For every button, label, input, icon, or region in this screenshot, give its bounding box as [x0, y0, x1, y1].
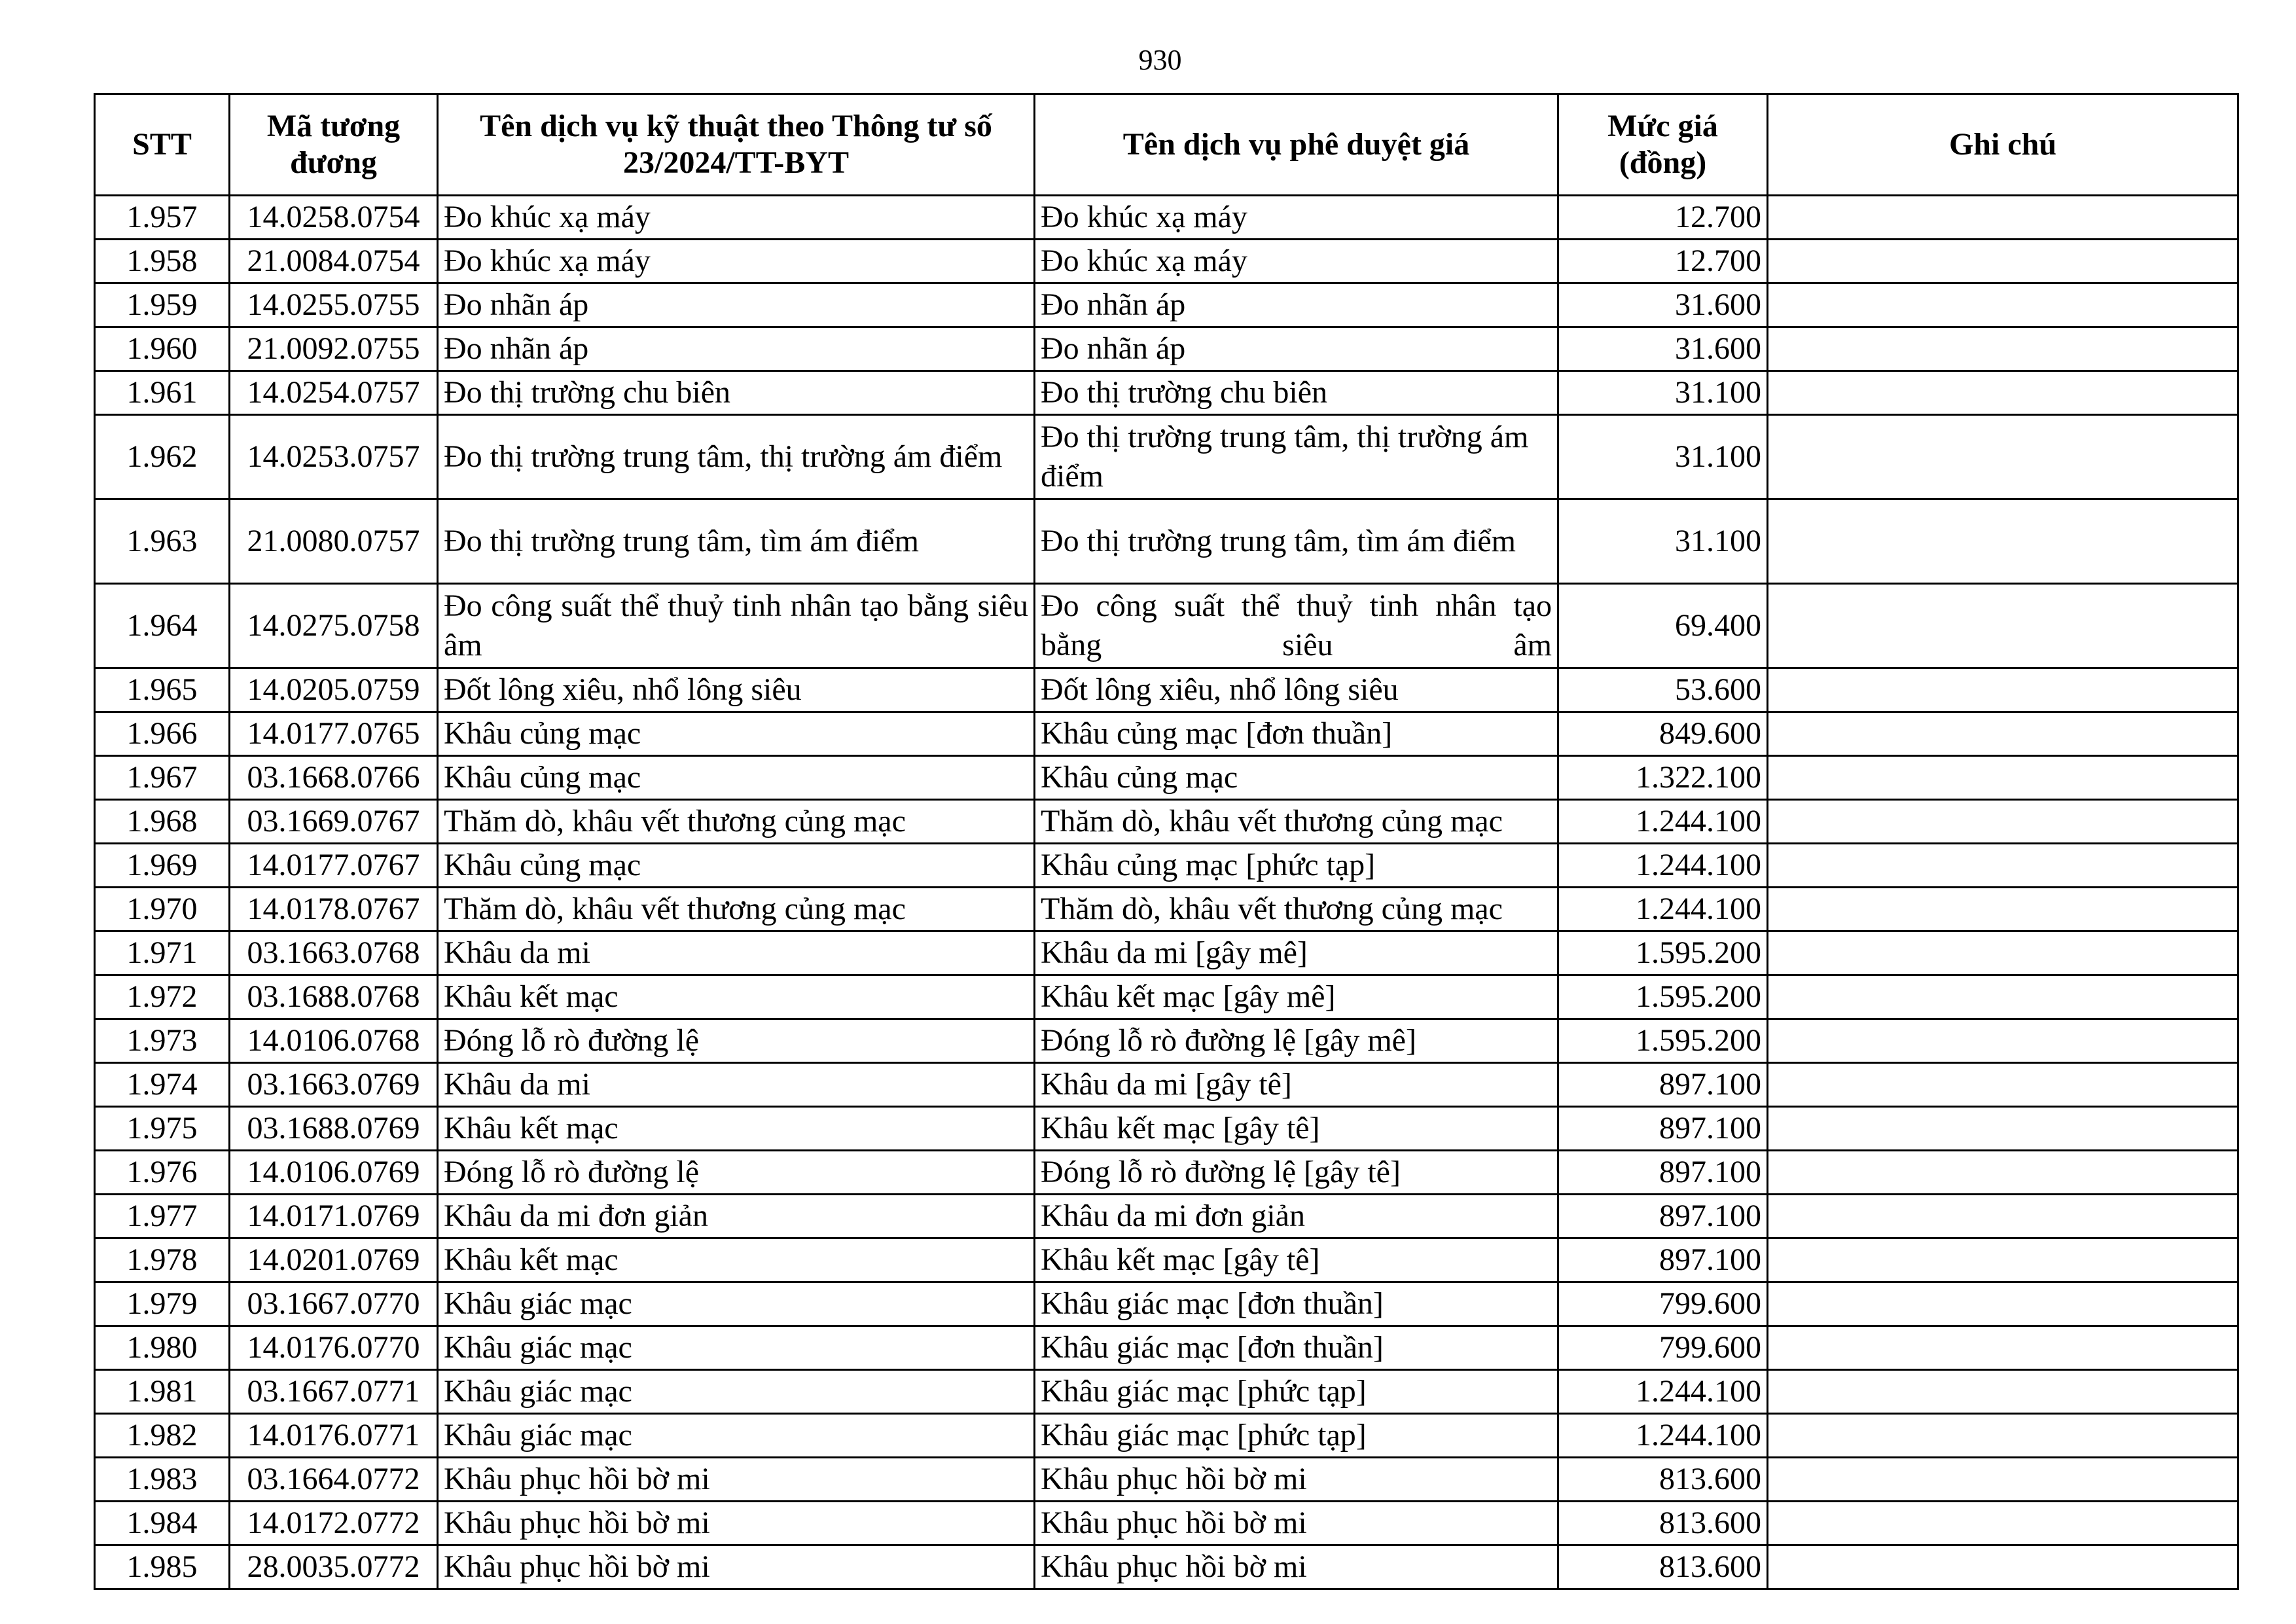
cell-service-approved: Khâu giác mạc [phức tạp]	[1035, 1370, 1558, 1414]
cell-service-tt: Khâu kết mạc	[438, 1107, 1035, 1151]
cell-code: 14.0176.0770	[230, 1326, 438, 1370]
cell-code: 21.0084.0754	[230, 240, 438, 283]
cell-note	[1768, 240, 2238, 283]
cell-service-approved: Khâu củng mạc	[1035, 756, 1558, 800]
cell-service-tt: Đóng lỗ rò đường lệ	[438, 1151, 1035, 1195]
cell-note	[1768, 888, 2238, 931]
table-row	[95, 800, 2238, 844]
header-note: Ghi chú	[1768, 94, 2238, 196]
header-stt: STT	[95, 94, 230, 196]
cell-price: 12.700	[1558, 240, 1768, 283]
cell-note	[1768, 1195, 2238, 1238]
cell-price: 1.244.100	[1558, 844, 1768, 888]
table-row	[95, 1019, 2238, 1063]
cell-service-approved: Khâu da mi đơn giản	[1035, 1195, 1558, 1238]
cell-stt: 1.960	[95, 327, 230, 371]
cell-note	[1768, 1326, 2238, 1370]
cell-code: 14.0176.0771	[230, 1414, 438, 1458]
cell-stt: 1.984	[95, 1502, 230, 1545]
cell-price: 1.244.100	[1558, 800, 1768, 844]
cell-price: 1.595.200	[1558, 1019, 1768, 1063]
cell-code: 14.0106.0769	[230, 1151, 438, 1195]
cell-note	[1768, 283, 2238, 327]
table-row	[95, 1107, 2238, 1151]
cell-note	[1768, 1414, 2238, 1458]
cell-code: 03.1668.0766	[230, 756, 438, 800]
cell-stt: 1.963	[95, 499, 230, 584]
table-row	[95, 371, 2238, 415]
cell-code: 14.0177.0767	[230, 844, 438, 888]
cell-stt: 1.973	[95, 1019, 230, 1063]
cell-service-tt: Đo nhãn áp	[438, 327, 1035, 371]
cell-code: 28.0035.0772	[230, 1545, 438, 1589]
cell-stt: 1.958	[95, 240, 230, 283]
cell-price: 53.600	[1558, 668, 1768, 712]
cell-service-tt: Khâu phục hồi bờ mi	[438, 1502, 1035, 1545]
cell-service-approved: Khâu kết mạc [gây mê]	[1035, 975, 1558, 1019]
cell-price: 1.244.100	[1558, 1414, 1768, 1458]
cell-code: 14.0177.0765	[230, 712, 438, 756]
table-body	[95, 196, 2238, 1589]
cell-code: 03.1664.0772	[230, 1458, 438, 1502]
table-row	[95, 668, 2238, 712]
cell-note	[1768, 1019, 2238, 1063]
cell-service-approved: Khâu da mi [gây mê]	[1035, 931, 1558, 975]
cell-service-tt: Khâu da mi đơn giản	[438, 1195, 1035, 1238]
cell-price: 813.600	[1558, 1545, 1768, 1589]
cell-stt: 1.978	[95, 1238, 230, 1282]
cell-note	[1768, 931, 2238, 975]
table-row	[95, 712, 2238, 756]
cell-service-tt: Đóng lỗ rò đường lệ	[438, 1019, 1035, 1063]
cell-service-tt: Khâu củng mạc	[438, 844, 1035, 888]
table-row	[95, 1545, 2238, 1589]
table-row	[95, 1282, 2238, 1326]
cell-price: 897.100	[1558, 1151, 1768, 1195]
cell-note	[1768, 975, 2238, 1019]
cell-price: 31.100	[1558, 415, 1768, 499]
cell-stt: 1.969	[95, 844, 230, 888]
cell-service-approved: Thăm dò, khâu vết thương củng mạc	[1035, 800, 1558, 844]
cell-service-approved: Khâu giác mạc [đơn thuần]	[1035, 1282, 1558, 1326]
cell-stt: 1.966	[95, 712, 230, 756]
table-row	[95, 415, 2238, 499]
cell-service-tt: Đo thị trường chu biên	[438, 371, 1035, 415]
cell-code: 14.0205.0759	[230, 668, 438, 712]
cell-service-approved: Khâu giác mạc [phức tạp]	[1035, 1414, 1558, 1458]
cell-note	[1768, 1545, 2238, 1589]
cell-stt: 1.974	[95, 1063, 230, 1107]
cell-stt: 1.957	[95, 196, 230, 240]
cell-code: 03.1667.0771	[230, 1370, 438, 1414]
cell-service-tt: Khâu giác mạc	[438, 1370, 1035, 1414]
cell-note	[1768, 668, 2238, 712]
cell-note	[1768, 584, 2238, 668]
cell-price: 897.100	[1558, 1107, 1768, 1151]
cell-price: 799.600	[1558, 1326, 1768, 1370]
cell-price: 31.600	[1558, 327, 1768, 371]
cell-code: 14.0201.0769	[230, 1238, 438, 1282]
cell-stt: 1.970	[95, 888, 230, 931]
cell-code: 21.0092.0755	[230, 327, 438, 371]
cell-service-tt: Khâu phục hồi bờ mi	[438, 1458, 1035, 1502]
cell-price: 12.700	[1558, 196, 1768, 240]
cell-note	[1768, 327, 2238, 371]
cell-service-approved: Đóng lỗ rò đường lệ [gây tê]	[1035, 1151, 1558, 1195]
table-header-row	[95, 94, 2238, 196]
cell-note	[1768, 712, 2238, 756]
table-row	[95, 756, 2238, 800]
cell-code: 03.1669.0767	[230, 800, 438, 844]
cell-code: 14.0254.0757	[230, 371, 438, 415]
cell-price: 69.400	[1558, 584, 1768, 668]
cell-service-tt: Đo công suất thể thuỷ tinh nhân tạo bằng siêu âm	[438, 584, 1035, 668]
cell-service-approved: Khâu kết mạc [gây tê]	[1035, 1107, 1558, 1151]
cell-service-approved: Đóng lỗ rò đường lệ [gây mê]	[1035, 1019, 1558, 1063]
cell-service-tt: Khâu da mi	[438, 931, 1035, 975]
table-row	[95, 1063, 2238, 1107]
cell-stt: 1.980	[95, 1326, 230, 1370]
table-row	[95, 1458, 2238, 1502]
table-row	[95, 1195, 2238, 1238]
cell-service-tt: Khâu giác mạc	[438, 1326, 1035, 1370]
table-row	[95, 584, 2238, 668]
cell-note	[1768, 196, 2238, 240]
header-code: Mã tương đương	[230, 94, 438, 196]
table-row	[95, 327, 2238, 371]
cell-service-approved: Khâu phục hồi bờ mi	[1035, 1502, 1558, 1545]
cell-price: 813.600	[1558, 1458, 1768, 1502]
cell-stt: 1.982	[95, 1414, 230, 1458]
table-row	[95, 1326, 2238, 1370]
cell-price: 1.595.200	[1558, 975, 1768, 1019]
cell-stt: 1.977	[95, 1195, 230, 1238]
cell-service-approved: Đo công suất thể thuỷ tinh nhân tạo bằng siêu âm	[1035, 584, 1558, 668]
cell-stt: 1.979	[95, 1282, 230, 1326]
cell-code: 14.0275.0758	[230, 584, 438, 668]
cell-code: 03.1663.0769	[230, 1063, 438, 1107]
cell-service-approved: Đo thị trường trung tâm, tìm ám điểm	[1035, 499, 1558, 584]
table-row	[95, 240, 2238, 283]
table-row	[95, 888, 2238, 931]
cell-service-tt: Thăm dò, khâu vết thương củng mạc	[438, 888, 1035, 931]
cell-code: 03.1667.0770	[230, 1282, 438, 1326]
cell-code: 03.1663.0768	[230, 931, 438, 975]
cell-note	[1768, 1282, 2238, 1326]
cell-price: 897.100	[1558, 1195, 1768, 1238]
cell-service-approved: Khâu củng mạc [phức tạp]	[1035, 844, 1558, 888]
cell-service-tt: Khâu kết mạc	[438, 975, 1035, 1019]
cell-service-approved: Đo khúc xạ máy	[1035, 240, 1558, 283]
cell-service-approved: Khâu da mi [gây tê]	[1035, 1063, 1558, 1107]
cell-stt: 1.965	[95, 668, 230, 712]
cell-service-approved: Khâu giác mạc [đơn thuần]	[1035, 1326, 1558, 1370]
cell-note	[1768, 756, 2238, 800]
cell-service-approved: Thăm dò, khâu vết thương củng mạc	[1035, 888, 1558, 931]
cell-service-tt: Khâu phục hồi bờ mi	[438, 1545, 1035, 1589]
header-service-tt: Tên dịch vụ kỹ thuật theo Thông tư số 23/2024/TT-BYT	[438, 94, 1035, 196]
cell-service-approved: Đốt lông xiêu, nhổ lông siêu	[1035, 668, 1558, 712]
cell-code: 14.0106.0768	[230, 1019, 438, 1063]
cell-service-approved: Đo nhãn áp	[1035, 327, 1558, 371]
cell-service-tt: Đo thị trường trung tâm, tìm ám điểm	[438, 499, 1035, 584]
header-service-approved: Tên dịch vụ phê duyệt giá	[1035, 94, 1558, 196]
cell-note	[1768, 499, 2238, 584]
cell-stt: 1.976	[95, 1151, 230, 1195]
cell-service-tt: Khâu da mi	[438, 1063, 1035, 1107]
cell-price: 849.600	[1558, 712, 1768, 756]
cell-note	[1768, 1370, 2238, 1414]
cell-note	[1768, 1238, 2238, 1282]
cell-price: 1.322.100	[1558, 756, 1768, 800]
cell-price: 1.595.200	[1558, 931, 1768, 975]
cell-code: 03.1688.0768	[230, 975, 438, 1019]
cell-price: 897.100	[1558, 1063, 1768, 1107]
page-number: 930	[1138, 44, 1182, 76]
cell-service-approved: Khâu phục hồi bờ mi	[1035, 1545, 1558, 1589]
cell-note	[1768, 415, 2238, 499]
cell-note	[1768, 800, 2238, 844]
cell-code: 14.0172.0772	[230, 1502, 438, 1545]
cell-stt: 1.961	[95, 371, 230, 415]
cell-note	[1768, 371, 2238, 415]
table-row	[95, 1502, 2238, 1545]
cell-service-approved: Đo nhãn áp	[1035, 283, 1558, 327]
cell-service-tt: Thăm dò, khâu vết thương củng mạc	[438, 800, 1035, 844]
table-row	[95, 1414, 2238, 1458]
cell-stt: 1.983	[95, 1458, 230, 1502]
cell-service-tt: Đo khúc xạ máy	[438, 240, 1035, 283]
cell-note	[1768, 1063, 2238, 1107]
cell-service-approved: Đo thị trường trung tâm, thị trường ám điểm	[1035, 415, 1558, 499]
table-row	[95, 283, 2238, 327]
cell-stt: 1.985	[95, 1545, 230, 1589]
cell-price: 31.600	[1558, 283, 1768, 327]
table-row	[95, 975, 2238, 1019]
cell-price: 1.244.100	[1558, 1370, 1768, 1414]
table-row	[95, 1151, 2238, 1195]
cell-code: 14.0171.0769	[230, 1195, 438, 1238]
cell-stt: 1.962	[95, 415, 230, 499]
table-row	[95, 844, 2238, 888]
cell-code: 14.0258.0754	[230, 196, 438, 240]
cell-note	[1768, 1502, 2238, 1545]
cell-stt: 1.959	[95, 283, 230, 327]
cell-service-tt: Đo khúc xạ máy	[438, 196, 1035, 240]
cell-stt: 1.968	[95, 800, 230, 844]
cell-service-approved: Khâu phục hồi bờ mi	[1035, 1458, 1558, 1502]
cell-service-tt: Khâu giác mạc	[438, 1282, 1035, 1326]
table-row	[95, 1238, 2238, 1282]
cell-service-approved: Đo thị trường chu biên	[1035, 371, 1558, 415]
cell-stt: 1.971	[95, 931, 230, 975]
table-row	[95, 499, 2238, 584]
cell-service-tt: Khâu củng mạc	[438, 756, 1035, 800]
cell-code: 14.0178.0767	[230, 888, 438, 931]
cell-note	[1768, 1151, 2238, 1195]
cell-stt: 1.972	[95, 975, 230, 1019]
cell-code: 03.1688.0769	[230, 1107, 438, 1151]
cell-code: 14.0253.0757	[230, 415, 438, 499]
header-price: Mức giá (đồng)	[1558, 94, 1768, 196]
cell-stt: 1.975	[95, 1107, 230, 1151]
cell-note	[1768, 1458, 2238, 1502]
cell-service-approved: Khâu củng mạc [đơn thuần]	[1035, 712, 1558, 756]
cell-service-approved: Khâu kết mạc [gây tê]	[1035, 1238, 1558, 1282]
cell-stt: 1.967	[95, 756, 230, 800]
cell-service-tt: Khâu giác mạc	[438, 1414, 1035, 1458]
cell-stt: 1.964	[95, 584, 230, 668]
cell-price: 1.244.100	[1558, 888, 1768, 931]
table-row	[95, 1370, 2238, 1414]
cell-service-approved: Đo khúc xạ máy	[1035, 196, 1558, 240]
table-row	[95, 196, 2238, 240]
cell-code: 21.0080.0757	[230, 499, 438, 584]
cell-service-tt: Đốt lông xiêu, nhổ lông siêu	[438, 668, 1035, 712]
table-row	[95, 931, 2238, 975]
price-table	[94, 93, 2239, 1590]
cell-stt: 1.981	[95, 1370, 230, 1414]
cell-price: 897.100	[1558, 1238, 1768, 1282]
cell-price: 31.100	[1558, 371, 1768, 415]
cell-price: 799.600	[1558, 1282, 1768, 1326]
cell-price: 813.600	[1558, 1502, 1768, 1545]
cell-note	[1768, 844, 2238, 888]
cell-service-tt: Đo thị trường trung tâm, thị trường ám điểm	[438, 415, 1035, 499]
cell-price: 31.100	[1558, 499, 1768, 584]
cell-code: 14.0255.0755	[230, 283, 438, 327]
cell-service-tt: Đo nhãn áp	[438, 283, 1035, 327]
cell-service-tt: Khâu kết mạc	[438, 1238, 1035, 1282]
cell-service-tt: Khâu củng mạc	[438, 712, 1035, 756]
cell-note	[1768, 1107, 2238, 1151]
